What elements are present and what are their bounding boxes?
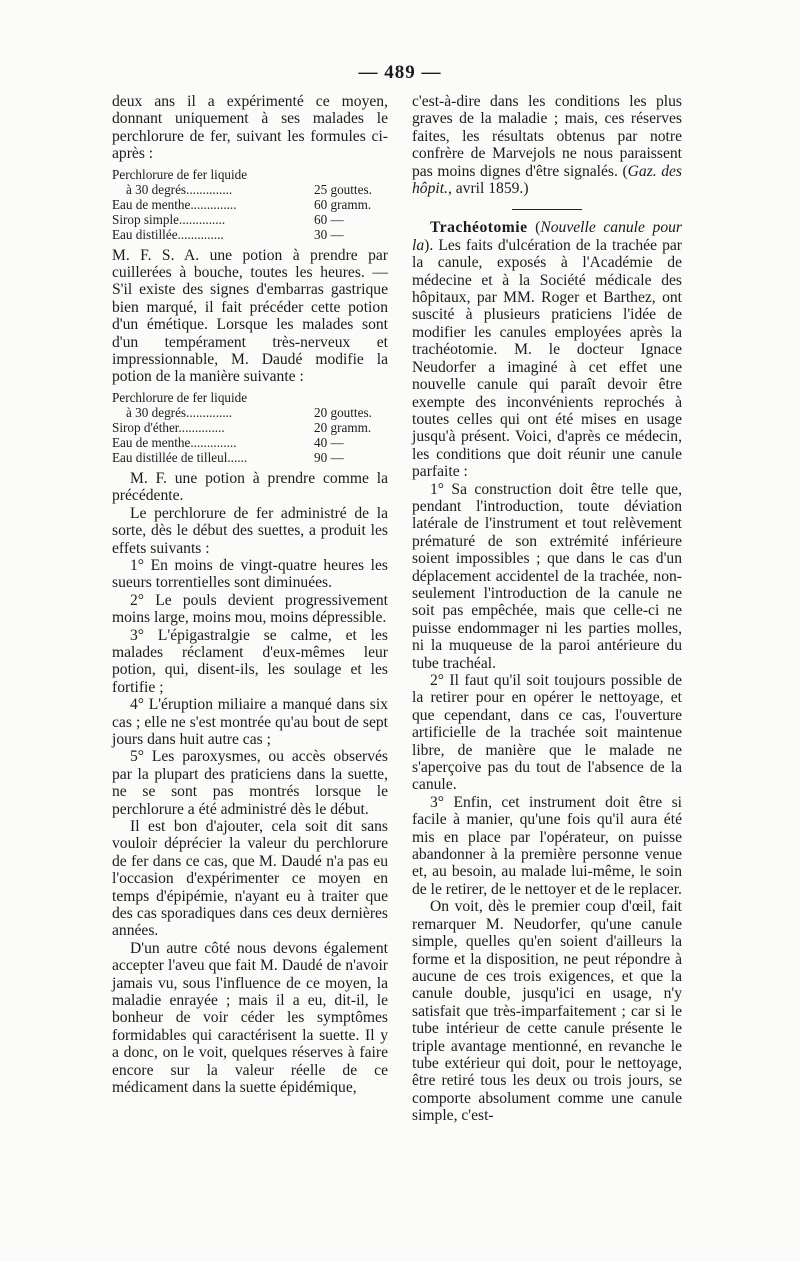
- formula-row: Sirop simple.............. 60 —: [112, 211, 344, 227]
- section-divider: [512, 209, 582, 210]
- citation: Gaz. des hôpit.: [412, 162, 682, 198]
- formula-row: Eau distillée de tilleul...... 90 —: [112, 449, 344, 465]
- formula-row: Eau de menthe.............. 40 —: [112, 434, 344, 450]
- section-subtitle: Nouvelle canule pour la: [412, 219, 683, 254]
- paragraph: 1° En moins de vingt-quatre heures les sueurs torrentielles sont diminuées.: [112, 556, 388, 592]
- section-title: Trachéotomie: [430, 219, 528, 237]
- paragraph: 2° Le pouls devient progressivement moins large, moins mou, moins dépressible.: [112, 591, 388, 627]
- paragraph: 1° Sa construction doit être telle que, pendant l'introduction, toute déviation latérale de l'instrument et tout relèvement prématuré de son extrémité inférieure soient impossibles ; que dans le cas d'un déplacement accidentel de la trachée, non-seulement l'introduction de la canule ne soit pas empêchée, mais que celle-ci ne puisse endommager ni les parties molles, ni la muqueuse de la paroi antérieure du tube trachéal.: [412, 480, 682, 672]
- formula-heading: Perchlorure de fer liquide: [112, 166, 248, 182]
- paragraph: 4° L'éruption miliaire a manqué dans six cas ; elle ne s'est montrée qu'au bout de sept jours dans huit autre cas ;: [112, 696, 388, 748]
- formula-heading: Perchlorure de fer liquide: [112, 389, 248, 405]
- formula-row: Eau de menthe.............. 60 gramm.: [112, 196, 372, 212]
- paragraph: On voit, dès le premier coup d'œil, fait remarquer M. Neudorfer, qu'une canule simple, quelles qu'en soient d'ailleurs la forme et la disposition, ne peut répondre à aucune de ces trois exigences, et que la canule double, jusqu'ici en usage, n'y satisfait que très-imparfaitement ; car si le tube intérieur de cette canule présente le triple avantage mentionné, en revanche le tube extérieur qui doit, pour le nettoyage, être retiré tous les deux ou trois jours, se comporte absolument comme une canule simple, c'est-: [412, 898, 682, 1125]
- right-column: [412, 93, 682, 1125]
- formula-table-1: [112, 167, 388, 242]
- page-number: — 489 —: [358, 62, 442, 83]
- formula-table-2: [112, 390, 388, 465]
- paragraph: 3° L'épigastralgie se calme, et les malades réclament d'eux-mêmes leur potion, qui, disent-ils, les soulage et les fortifie ;: [112, 626, 388, 696]
- section-paragraph: Trachéotomie (Nouvelle canule pour la). Les faits d'ulcération de la trachée par la canule, exposés à l'Académie de médecine et à la Société médicale des hôpitaux, par MM. Roger et Barthez, ont suscité à plusieurs praticiens l'idée de modifier les canules employées après la trachéotomie. M. le docteur Ignace Neudorfer a imaginé à cet effet une nouvelle canule qui paraît devoir être exempte des inconvénients reprochés à toutes celles qui ont été mises en usage jusqu'à présent. Voici, d'après ce médecin, les conditions que doit réunir une canule parfaite :: [412, 219, 683, 481]
- paragraph: 5° Les paroxysmes, ou accès observés par la plupart des praticiens dans la suette, ne se sont pas montrés lorsque le perchlorure a été administré dès le début.: [112, 748, 388, 818]
- paragraph: c'est-à-dire dans les conditions les plus graves de la maladie ; mais, ces réserves faites, les résultats obtenus par notre confrère de Marvejols ne nous paraissent pas moins dignes d'être signalés. (Gaz. des hôpit., avril 1859.): [412, 93, 682, 198]
- paragraph: M. F. S. A. une potion à prendre par cuillerées à bouche, toutes les heures. — S'il existe des signes d'embarras gastrique bien marqué, il fait précéder cette potion d'un émétique. Lorsque les malades sont d'un tempérament très-nerveux et impressionnable, M. Daudé modifie la potion de la manière suivante :: [112, 246, 388, 386]
- paragraph: 3° Enfin, cet instrument doit être si facile à manier, qu'une fois qu'il aura été mis en place par l'opérateur, on puisse abandonner à la première personne venue et, au besoin, au malade lui-même, le soin de le retirer, de le nettoyer et de le replacer.: [412, 793, 682, 898]
- paragraph: 2° Il faut qu'il soit toujours possible de la retirer pour en opérer le nettoyage, et que cependant, dans ce cas, l'ouverture artificielle de la trachée soit maintenue libre, de manière que le malade ne s'aperçoive pas du tout de l'absence de la canule.: [412, 672, 682, 794]
- paragraph: D'un autre côté nous devons également accepter l'aveu que fait M. Daudé de n'avoir jamais vu, sous l'influence de ce moyen, la maladie enrayée ; mais il a eu, dit-il, le bonheur de voir céder les symptômes formidables qui caractérisent la suette. Il y a donc, on le voit, quelques réserves à faire encore sur la valeur réelle de ce médicament dans la suette épidémique,: [112, 939, 388, 1097]
- paragraph: Le perchlorure de fer administré de la sorte, dès le début des suettes, a produit les effets suivants :: [112, 504, 388, 557]
- paragraph: Il est bon d'ajouter, cela soit dit sans vouloir déprécier la valeur du perchlorure de fer dans ce cas, que M. Daudé n'a pas eu l'occasion d'expérimenter ce moyen en temps d'épipémie, n'ayant eu à traiter que des cas sporadiques dans ces deux dernières années.: [112, 818, 388, 940]
- formula-row: à 30 degrés.............. 25 gouttes.: [126, 181, 372, 197]
- formula-row: à 30 degrés.............. 20 gouttes.: [126, 404, 372, 420]
- paragraph: M. F. une potion à prendre comme la précédente.: [112, 469, 388, 505]
- formula-row: Sirop d'éther.............. 20 gramm.: [112, 419, 372, 435]
- formula-row: Eau distillée.............. 30 —: [112, 226, 344, 242]
- left-column: [112, 93, 388, 1097]
- paragraph: deux ans il a expérimenté ce moyen, donnant uniquement à ses malades le perchlorure de fer, suivant les formules ci-après :: [112, 93, 388, 163]
